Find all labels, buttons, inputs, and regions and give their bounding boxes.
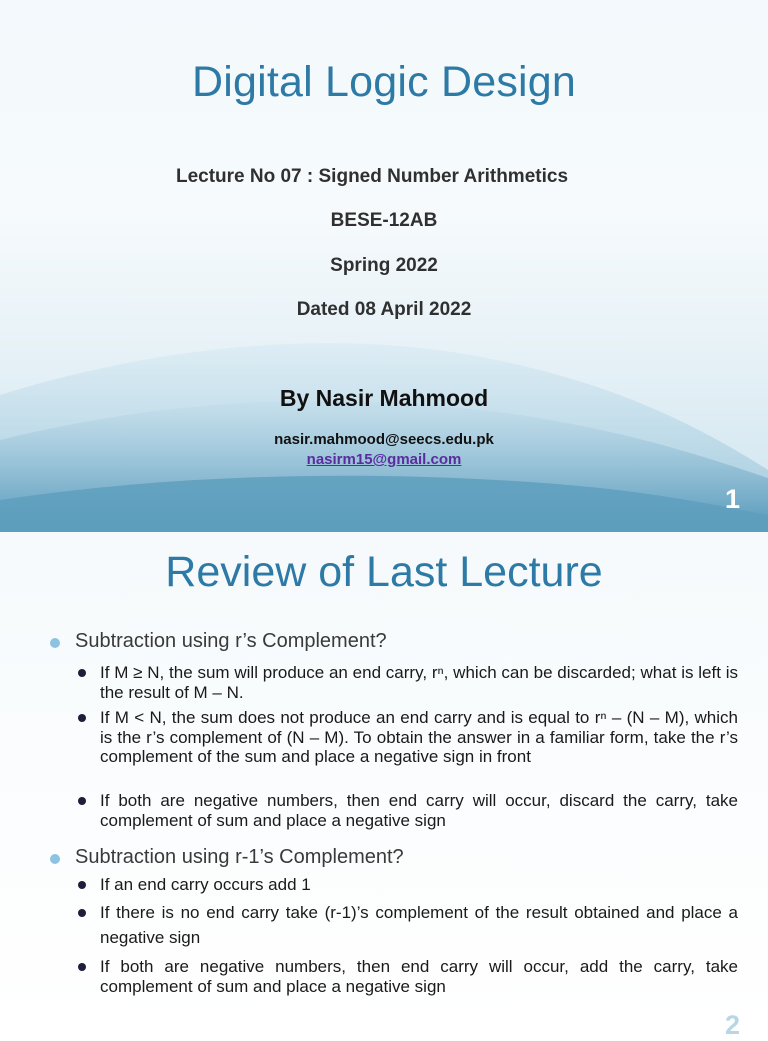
author-email-link[interactable]: nasirm15@gmail.com [306, 451, 462, 468]
bullet-dot-icon [50, 638, 60, 648]
page-number: 1 [724, 484, 740, 514]
lecture-subtitle: Lecture No 07 : Signed Number Arithmetics [175, 166, 569, 187]
bullet-dot-icon [78, 881, 86, 889]
bullet-dot-icon [78, 714, 86, 722]
slide-title: Review of Last Lecture [165, 548, 603, 596]
bullet-dot-icon [78, 909, 86, 917]
bullet-dot-icon [50, 854, 60, 864]
review-slide: Review of Last Lecture Subtraction using r’s Complement? If M ≥ N, the sum will produce an end carry, rⁿ, which can be discarded; what is left is the result of M – N. If M < N, the sum does not produce an end carry and is equal to rⁿ – (N – M), which is the r’s complement of (N – M). To obtain the answer in a familiar form, take the r’s complement of the sum and place a negative sign in front If both are negative numbers, then end carry will occur, discard the carry, take complement of sum and place a negative sign Subtraction using r-1’s Complement? If an end carry occurs add 1 If there is no end carry take (r-1)’s complement of the result obtained and place a negative sign If both are negative numbers, then end carry will occur, add the carry, take complement of sum and place a negative sign 2 [0, 532, 768, 1024]
course-code: BESE-12AB [330, 210, 438, 231]
bullet-dot-icon [78, 797, 86, 805]
page-number: 2 [724, 1010, 740, 1040]
bullet-dot-icon [78, 669, 86, 677]
author-name: By Nasir Mahmood [279, 385, 489, 411]
bullet-dot-icon [78, 963, 86, 971]
lecture-date: Dated 08 April 2022 [296, 299, 472, 320]
term: Spring 2022 [330, 255, 438, 276]
slide-title: Digital Logic Design [191, 58, 577, 106]
author-email: nasir.mahmood@seecs.edu.pk [274, 431, 494, 448]
